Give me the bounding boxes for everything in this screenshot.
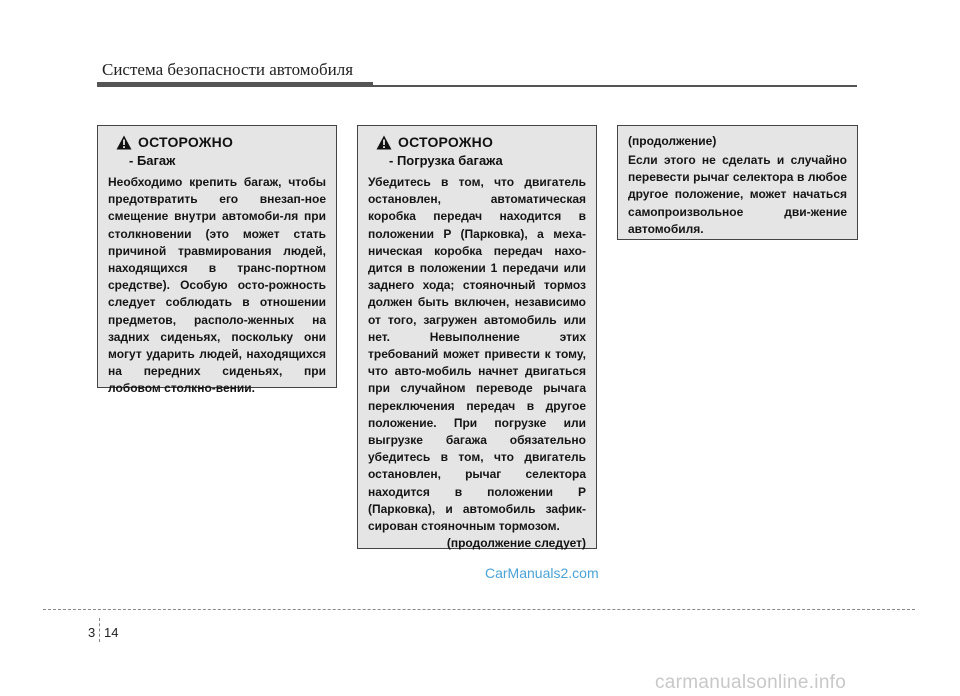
watermark-link[interactable]: CarManuals2.com xyxy=(485,565,599,581)
site-watermark: carmanualsonline.info xyxy=(655,672,847,693)
warning-body: Необходимо крепить багаж, чтобы предотвратить его внезап-ное смещение внутри автомоби-ля при столкновении (это может стать причиной травмирования людей, находящихся в транс-портном средстве). Особую осто-рожность следует соблюдать в отношении предметов, располо-женных на задних сиденьях, поскольку они могут ударить людей, находящихся на передних сиденьях, при лобовом столкно-вении. xyxy=(108,175,326,396)
warning-triangle-icon xyxy=(376,135,392,150)
warning-heading xyxy=(376,134,586,150)
warning-subtitle: - Багаж xyxy=(129,153,176,168)
page-header-title: Система безопасности автомобиля xyxy=(102,60,354,79)
warning-panel-luggage xyxy=(97,125,337,396)
chapter-number: 3 xyxy=(88,625,96,640)
warning-triangle-icon xyxy=(116,135,132,150)
warning-body: Убедитесь в том, что двигатель остановлен, автоматическая коробка передач находится в положении P (Парковка), а меха-ническая коробка передач нахо-дится в положении 1 передачи или заднего хода; стояночный тормоз должен быть включен, независимо от того, загружен автомобиль или нет. Невыполнение этих требований может привести к тому, что авто-мобиль начнет двигаться при случайном переводе рычага переключения передач в другое положение. При погрузке или выгрузке багажа обязательно убедитесь в том, что двигатель остановлен, рычаг селектора находится в положении P (Парковка), и автомобиль зафик-сирован стояночным тормозом. xyxy=(368,175,586,534)
warning-panel-loading xyxy=(357,125,597,549)
warning-subtitle: - Погрузка багажа xyxy=(389,153,503,168)
warning-heading xyxy=(116,134,326,150)
page-number: 14 xyxy=(104,625,119,640)
warning-title: ОСТОРОЖНО xyxy=(398,134,494,150)
warning-body: Если этого не сделать и случайно перевести рычаг селектора в любое другое положение, может начаться самопроизвольное дви-жение автомобиля. xyxy=(628,153,847,236)
warning-panel-continued xyxy=(617,125,858,240)
continued-heading: (продолжение) xyxy=(628,134,717,148)
page-number-separator xyxy=(99,618,100,642)
continued-note: (продолжение следует) xyxy=(446,536,586,551)
warning-title: ОСТОРОЖНО xyxy=(138,134,234,150)
header-rule xyxy=(97,85,857,87)
footer-divider xyxy=(43,609,915,610)
